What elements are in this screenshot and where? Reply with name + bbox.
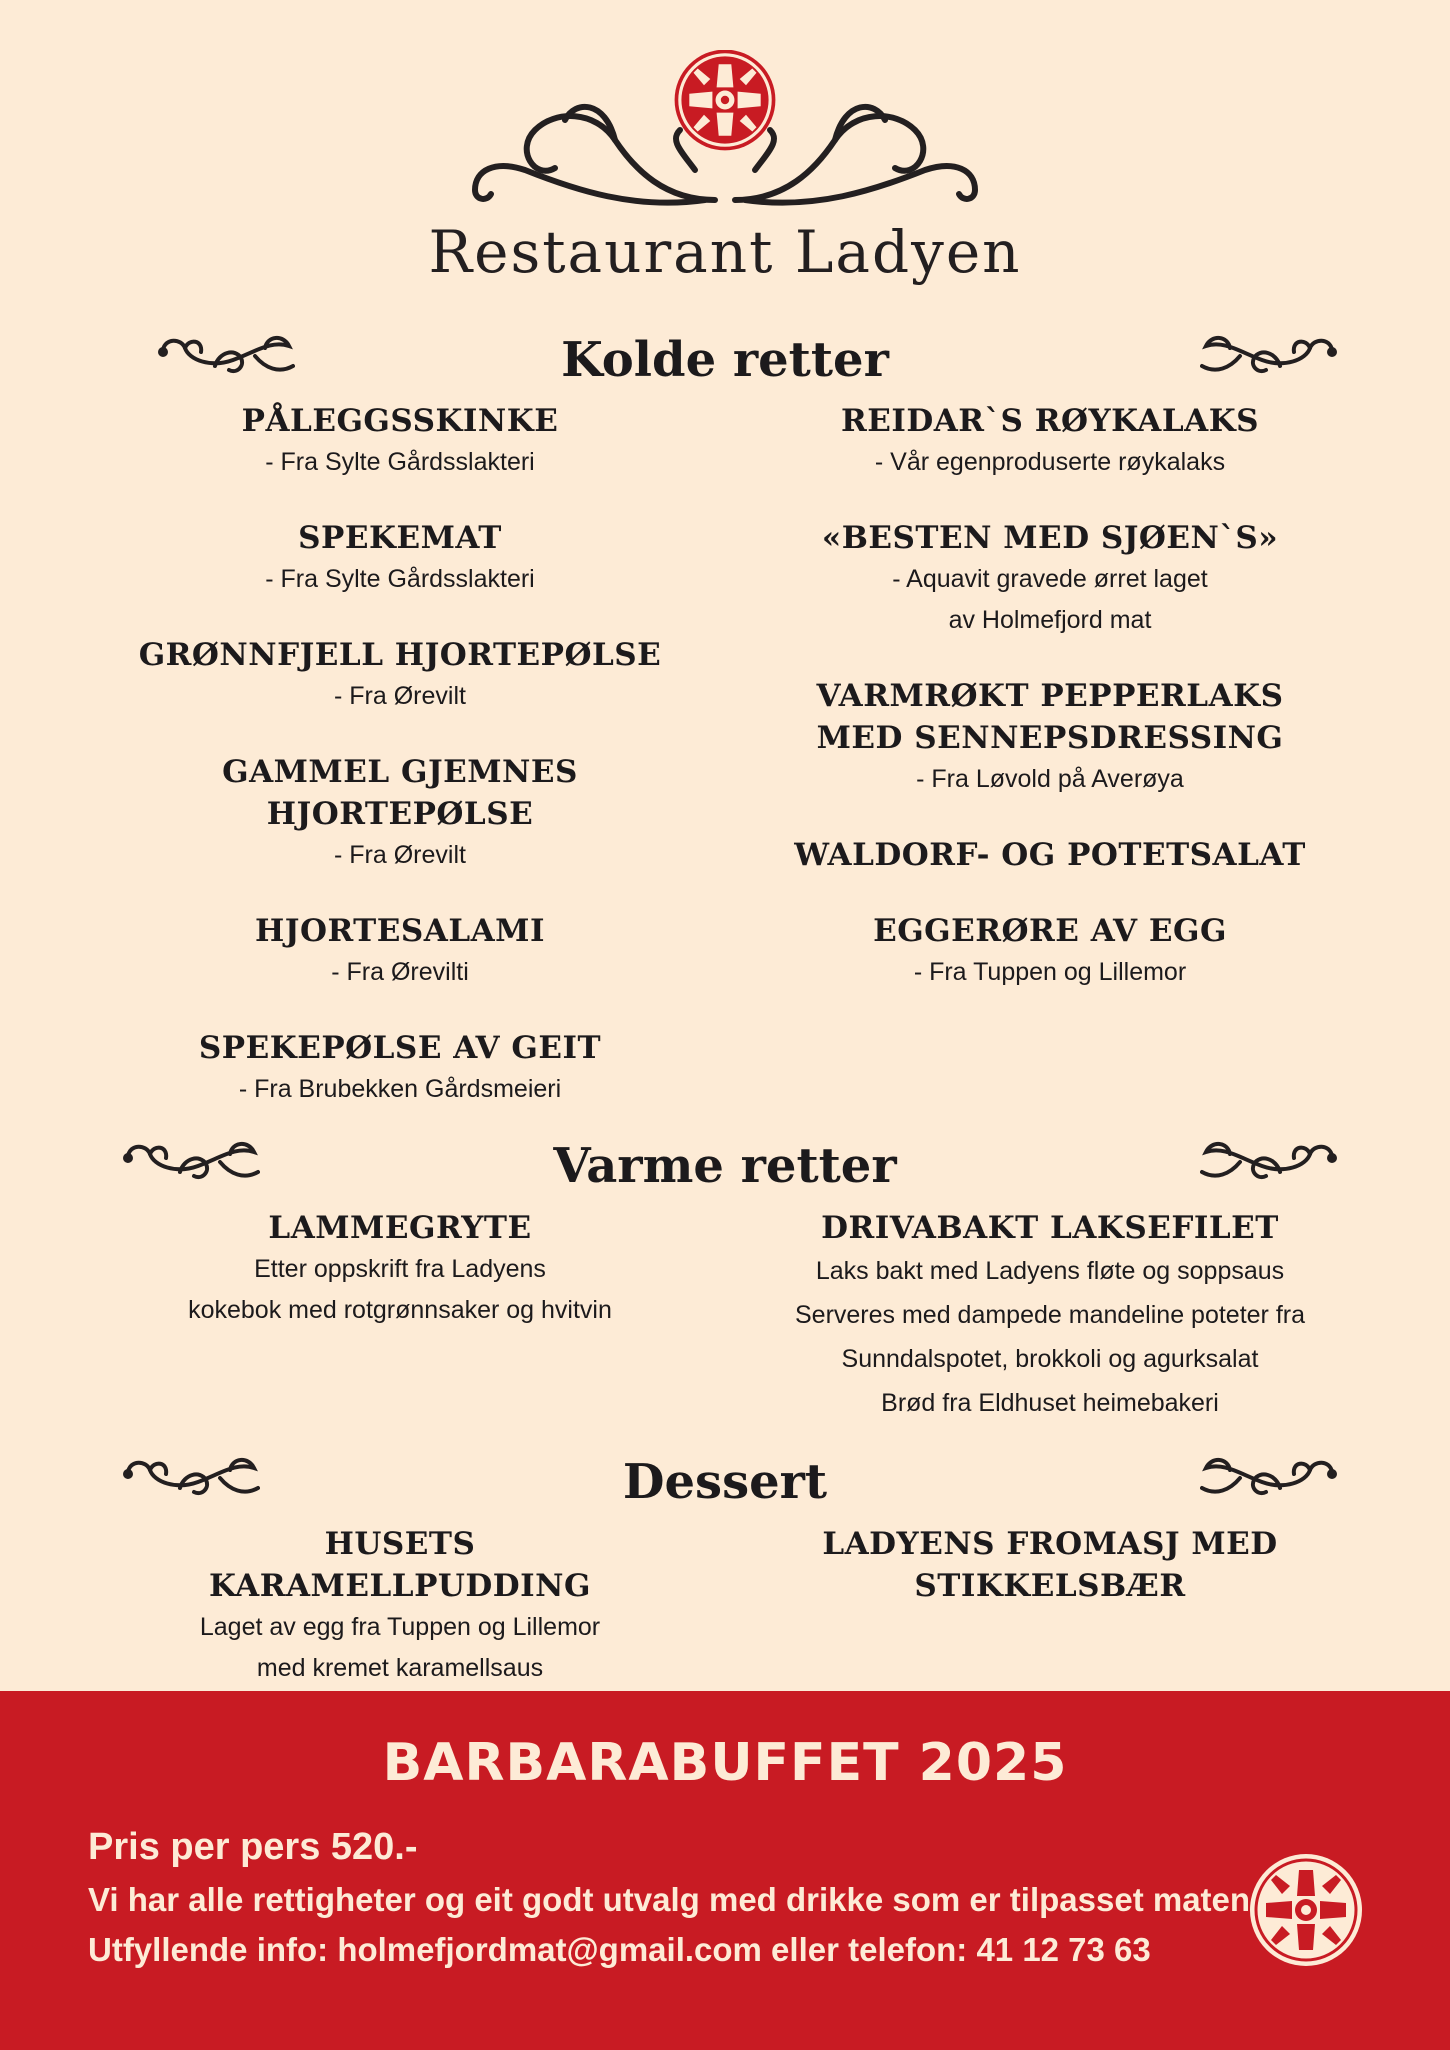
menu-item: «BESTEN MED SJØEN`S» - Aquavit gravede ørret laget av Holmefjord mat — [821, 520, 1279, 634]
menu-item: LADYENS FROMASJ MED STIKKELSBÆR — [822, 1526, 1278, 1604]
menu-item: LAMMEGRYTE Etter oppskrift fra Ladyens kokebok med rotgrønnsaker og hvitvin — [188, 1210, 612, 1324]
menu-item: VARMRØKT PEPPERLAKS MED SENNEPSDRESSING - Fra Løvold på Averøya — [816, 678, 1284, 793]
footer-banner — [0, 1691, 1450, 2050]
kolde-right-column — [770, 400, 1330, 1027]
menu-item: SPEKEMAT - Fra Sylte Gårdsslakteri — [265, 520, 535, 593]
contact-info: Utfyllende info: holmefjordmat@gmail.com eller telefon: 41 12 73 63 — [88, 1931, 1151, 1968]
menu-item: DRIVABAKT LAKSEFILET Laks bakt med Ladyens fløte og soppsaus Serveres med dampede mandeline poteter fra Sunndalspotet, brokkoli og agurksalat Brød fra Eldhuset heimebakeri — [794, 1210, 1305, 1417]
drinks-text: Vi har alle rettigheter og eit godt utvalg med drikke som er tilpasset maten — [88, 1881, 1251, 1918]
menu-item: WALDORF- OG POTETSALAT — [794, 837, 1306, 873]
varme-right-column — [730, 1207, 1370, 1459]
menu-item: HJORTESALAMI - Fra Ørevilti — [255, 913, 545, 986]
varme-left-column — [130, 1207, 670, 1365]
restaurant-title: Restaurant Ladyen — [428, 218, 1022, 286]
menu-item: REIDAR`S RØYKALAKS - Vår egenproduserte røykalaks — [840, 403, 1260, 476]
menu-item: SPEKEPØLSE AV GEIT - Fra Brubekken Gårdsmeieri — [198, 1030, 602, 1103]
section-title-dessert: Dessert — [622, 1454, 828, 1510]
section-title-kolde: Kolde retter — [561, 332, 889, 388]
ornament-logo-icon — [1247, 1851, 1365, 1969]
menu-item: GRØNNFJELL HJORTEPØLSE - Fra Ørevilt — [138, 637, 662, 710]
menu-item: GAMMEL GJEMNES HJORTEPØLSE - Fra Ørevilt — [222, 754, 578, 869]
dessert-right-column — [760, 1523, 1340, 1641]
menu-item: EGGERØRE AV EGG - Fra Tuppen og Lillemor — [873, 913, 1227, 986]
menu-item: PÅLEGGSSKINKE - Fra Sylte Gårdsslakteri — [241, 403, 559, 476]
section-title-varme: Varme retter — [553, 1138, 897, 1194]
kolde-left-column — [130, 400, 670, 1144]
menu-item: HUSETS KARAMELLPUDDING Laget av egg fra Tuppen og Lillemor med kremet karamellsaus — [199, 1526, 601, 1682]
price-text: Pris per pers 520.- — [88, 1826, 418, 1868]
ornament-logo-icon — [465, 50, 985, 210]
footer-title: BARBARABUFFET 2025 — [382, 1733, 1068, 1793]
